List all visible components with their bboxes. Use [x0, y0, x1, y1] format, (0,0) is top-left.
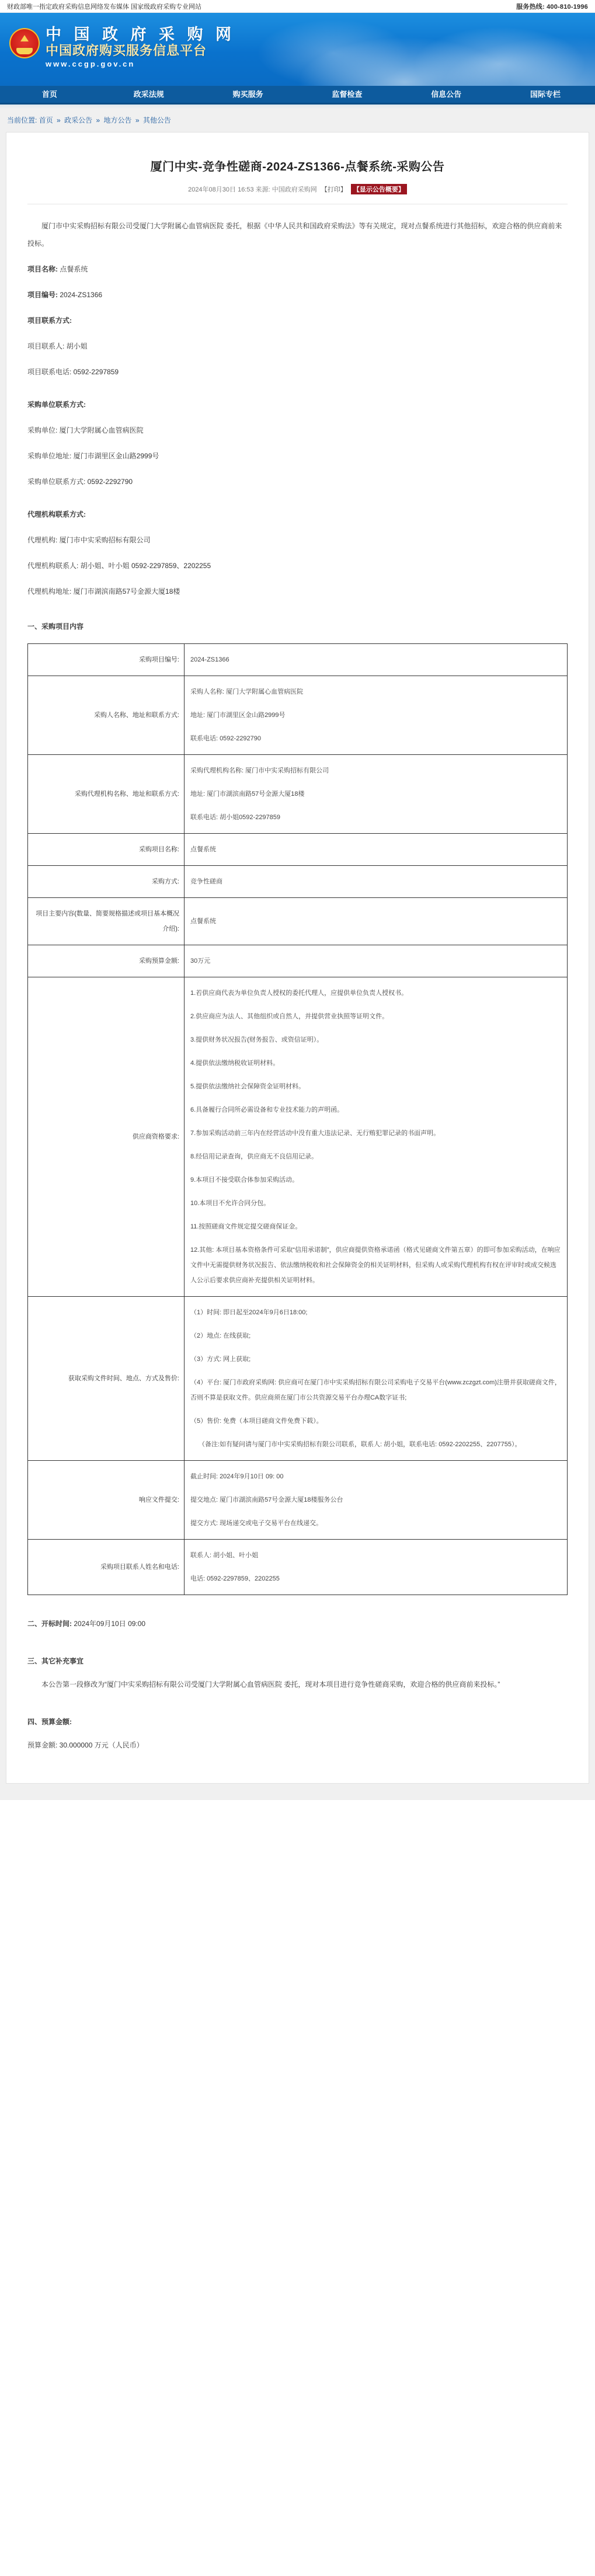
section-two-heading: 二、开标时间:	[27, 1620, 72, 1628]
cell-line: （1）时间: 即日起至2024年9月6日18:00;	[190, 1309, 308, 1316]
agency-address: 代理机构地址: 厦门市湖滨南路57号金源大厦18楼	[27, 587, 180, 596]
section-four	[27, 1713, 568, 1754]
row-value	[184, 644, 567, 676]
section-two	[27, 1615, 568, 1632]
breadcrumb-prefix: 当前位置:	[7, 116, 37, 124]
cell-line: 提交地点: 厦门市湖滨南路57号金源大厦18楼服务公台	[190, 1496, 343, 1503]
nav-item-notices[interactable]: 信息公告	[431, 89, 462, 99]
row-value	[184, 1540, 567, 1595]
row-value	[184, 1297, 567, 1461]
cell-line: （备注:如有疑问请与厦门市中实采购招标有限公司联系，联系人: 胡小姐，联系电话: 0592-2202255、2207755）。	[198, 1441, 521, 1448]
breadcrumb-separator: »	[57, 116, 61, 124]
row-key: 采购项目名称:	[28, 834, 185, 866]
row-key: 获取采购文件时间、地点、方式及售价:	[28, 1297, 185, 1461]
row-value	[184, 898, 567, 945]
row-value	[184, 945, 567, 977]
section-three-text: 本公告第一段修改为“厦门中实采购招标有限公司受厦门大学附属心血管病医院 委托，现对本项目进行竞争性磋商采购，欢迎合格的供应商前来投标。”	[41, 1680, 500, 1689]
row-key: 供应商资格要求:	[28, 977, 185, 1297]
table-row	[28, 1297, 568, 1461]
cell-line: 截止时间: 2024年9月10日 09: 00	[190, 1473, 284, 1480]
row-key: 采购人名称、地址和联系方式:	[28, 676, 185, 755]
article-meta	[27, 184, 568, 194]
breadcrumb-item-notices[interactable]: 政采公告	[64, 116, 93, 124]
project-contact-phone: 项目联系电话: 0592-2297859	[27, 368, 119, 376]
cell-line: 点餐系统	[190, 918, 216, 925]
row-value	[184, 834, 567, 866]
table-row	[28, 866, 568, 898]
row-key: 采购项目编号:	[28, 644, 185, 676]
project-number-value: 2024-ZS1366	[60, 291, 103, 299]
main-navigation[interactable]	[0, 86, 595, 105]
cell-line: 10.本项目不允许合同分包。	[190, 1200, 270, 1207]
nav-item-supervision[interactable]: 监督检查	[332, 89, 363, 99]
table-row	[28, 755, 568, 834]
cell-line: 联系电话: 0592-2292790	[190, 735, 262, 742]
buyer-heading: 采购单位联系方式:	[27, 401, 86, 409]
cell-line: （4）平台: 厦门市政府采购网: 供应商可在厦门市中实采购招标有限公司采购电子交易平台(www.zczgzt.com)注册并获取磋商文件，否则不算是获取文件。供应商须在厦门市公共资源交易平台办理CA数字证书;	[190, 1379, 561, 1401]
table-row	[28, 834, 568, 866]
breadcrumb-item-local[interactable]: 地方公告	[103, 116, 132, 124]
section-two-line	[27, 1615, 568, 1632]
site-brand	[46, 26, 235, 70]
agency-heading: 代理机构联系方式:	[27, 510, 86, 518]
cell-line: 8.经信用记录查询，供应商无不良信用记录。	[190, 1153, 318, 1160]
row-key: 采购代理机构名称、地址和联系方式:	[28, 755, 185, 834]
nav-item-regulations[interactable]: 政采法规	[133, 89, 164, 99]
brand-line-primary: 中 国 政 府 采 购 网	[46, 26, 236, 43]
nav-shadow	[0, 105, 595, 109]
buyer-address: 采购单位地址: 厦门市湖里区金山路2999号	[27, 452, 159, 460]
section-three-heading: 三、其它补充事宜	[27, 1657, 84, 1665]
print-button[interactable]: 【打印】	[321, 186, 347, 193]
brand-url: www.ccgp.gov.cn	[46, 60, 135, 68]
brand-line-secondary: 中国政府购买服务信息平台	[46, 43, 207, 58]
section-four-text: 预算金额: 30.000000 万元（人民币）	[27, 1741, 144, 1749]
row-value	[184, 1461, 567, 1540]
cell-line: 12.其他: 本项目基本资格条件可采取“信用承诺制”，供应商提供资格承诺函（格式见磋商文件第五章）的即可参加采购活动，在响应文件中无需提供财务状况报告、依法缴纳税收和社会保障资金的相关证明材料，但采购人或采购代理机构有权在评审时或成交候选人公示后要求供应商补充提供相关证明材料。	[190, 1247, 561, 1284]
procurement-detail-table	[27, 643, 568, 1595]
project-contact-person: 项目联系人: 胡小姐	[27, 342, 88, 350]
intro-paragraph: 厦门市中实采购招标有限公司受厦门大学附属心血管病医院 委托，根据《中华人民共和国政府采购法》等有关规定，现对点餐系统进行其他招标，欢迎合格的供应商前来投标。	[27, 222, 562, 248]
row-value	[184, 977, 567, 1297]
row-value	[184, 755, 567, 834]
nav-item-international[interactable]: 国际专栏	[530, 89, 561, 99]
breadcrumb	[0, 109, 595, 132]
row-key: 响应文件提交:	[28, 1461, 185, 1540]
project-name-line	[27, 260, 568, 278]
cell-line: 4.提供依法缴纳税收证明材料。	[190, 1060, 280, 1067]
site-slogan: 财政部唯一指定政府采购信息网络发布媒体 国家级政府采购专业网站	[7, 3, 202, 11]
cell-line: （2）地点: 在线获取;	[190, 1332, 251, 1339]
breadcrumb-item-other[interactable]: 其他公告	[142, 116, 171, 124]
agency-contact: 代理机构联系人: 胡小姐、叶小姐 0592-2297859、2202255	[27, 562, 211, 570]
project-number-line	[27, 286, 568, 304]
cell-line: 2.供应商应为法人、其他组织或自然人，并提供营业执照等证明文件。	[190, 1013, 389, 1020]
agency-name: 代理机构: 厦门市中实采购招标有限公司	[27, 536, 151, 544]
table-row	[28, 945, 568, 977]
buyer-phone: 采购单位联系方式: 0592-2292790	[27, 478, 133, 486]
cell-line: 11.按照磋商文件规定提交磋商保证金。	[190, 1223, 302, 1230]
cell-line: （3）方式: 网上获取;	[190, 1356, 251, 1363]
cell-line: 30万元	[190, 958, 211, 965]
cell-line: 点餐系统	[190, 846, 216, 853]
row-value	[184, 676, 567, 755]
article-body	[27, 217, 568, 1754]
cell-line: 采购人名称: 厦门大学附属心血管病医院	[190, 688, 304, 695]
cell-line: 5.提供依法缴纳社会保障资金证明材料。	[190, 1083, 305, 1090]
article-source: 来源: 中国政府采购网	[255, 186, 317, 193]
table-row	[28, 977, 568, 1297]
cell-line: 联系人: 胡小姐、叶小姐	[190, 1552, 259, 1559]
announcement-card	[6, 132, 589, 1784]
row-key: 采购方式:	[28, 866, 185, 898]
cell-line: 地址: 厦门市湖滨南路57号金源大厦18楼	[190, 791, 305, 798]
cell-line: 3.提供财务状况报告(财务报告、或资信证明）。	[190, 1036, 323, 1043]
cell-line: 1.若供应商代表为单位负责人授权的委托代理人，应提供单位负责人授权书。	[190, 990, 408, 997]
project-name-label: 项目名称:	[27, 265, 58, 273]
site-banner	[0, 13, 595, 86]
cell-line: 6.具备履行合同所必需设备和专业技术能力的声明函。	[190, 1106, 344, 1113]
cell-line: 联系电话: 胡小姐0592-2297859	[190, 814, 281, 821]
section-four-heading: 四、预算金额:	[27, 1718, 72, 1726]
cell-line: 提交方式: 现场递交或电子交易平台在线递交。	[190, 1520, 323, 1527]
table-row	[28, 1461, 568, 1540]
nav-item-home[interactable]: 首页	[41, 89, 57, 99]
cell-line: 2024-ZS1366	[190, 656, 229, 663]
publish-date: 2024年08月30日 16:53	[188, 186, 254, 193]
table-row	[28, 676, 568, 755]
section-three	[27, 1652, 568, 1693]
cell-line: 9.本项目不接受联合体参加采购活动。	[190, 1176, 299, 1183]
buyer-name: 采购单位: 厦门大学附属心血管病医院	[27, 426, 144, 434]
section-one-heading: 一、采购项目内容	[27, 622, 84, 631]
section-two-value: 2024年09月10日 09:00	[74, 1620, 146, 1628]
cell-line: 采购代理机构名称: 厦门市中实采购招标有限公司	[190, 767, 329, 774]
cell-line: 竞争性磋商	[190, 878, 222, 885]
table-row	[28, 1540, 568, 1595]
cell-line: （5）售价: 免费（本项目磋商文件免费下载）。	[190, 1418, 323, 1425]
row-value	[184, 866, 567, 898]
cell-line: 地址: 厦门市湖里区金山路2999号	[190, 712, 286, 719]
national-emblem-icon	[9, 28, 40, 58]
cell-line: 7.参加采购活动前三年内在经营活动中没有重大违法记录、无行贿犯罪记录的书面声明。	[190, 1130, 440, 1137]
project-name-value: 点餐系统	[60, 265, 88, 273]
show-summary-button[interactable]: 【显示公告概要】	[351, 184, 407, 194]
row-key: 采购项目联系人姓名和电话:	[28, 1540, 185, 1595]
service-hotline: 服务热线: 400-810-1996	[516, 3, 588, 11]
project-contact-heading: 项目联系方式:	[27, 316, 72, 325]
page-title: 厦门中实-竞争性磋商-2024-ZS1366-点餐系统-采购公告	[150, 161, 445, 173]
breadcrumb-item-home[interactable]: 首页	[39, 116, 53, 124]
breadcrumb-separator: »	[135, 116, 140, 124]
table-row	[28, 644, 568, 676]
table-body	[28, 644, 568, 1595]
row-key: 采购预算金额:	[28, 945, 185, 977]
page-body	[0, 132, 595, 1800]
cell-line: 电话: 0592-2297859、2202255	[190, 1575, 280, 1582]
nav-item-services[interactable]: 购买服务	[232, 89, 263, 99]
table-row	[28, 898, 568, 945]
project-number-label: 项目编号:	[27, 291, 58, 299]
row-key: 项目主要内容(数量、简要规格描述或项目基本概况介绍):	[28, 898, 185, 945]
top-utility-bar	[0, 0, 595, 13]
breadcrumb-separator: »	[96, 116, 100, 124]
